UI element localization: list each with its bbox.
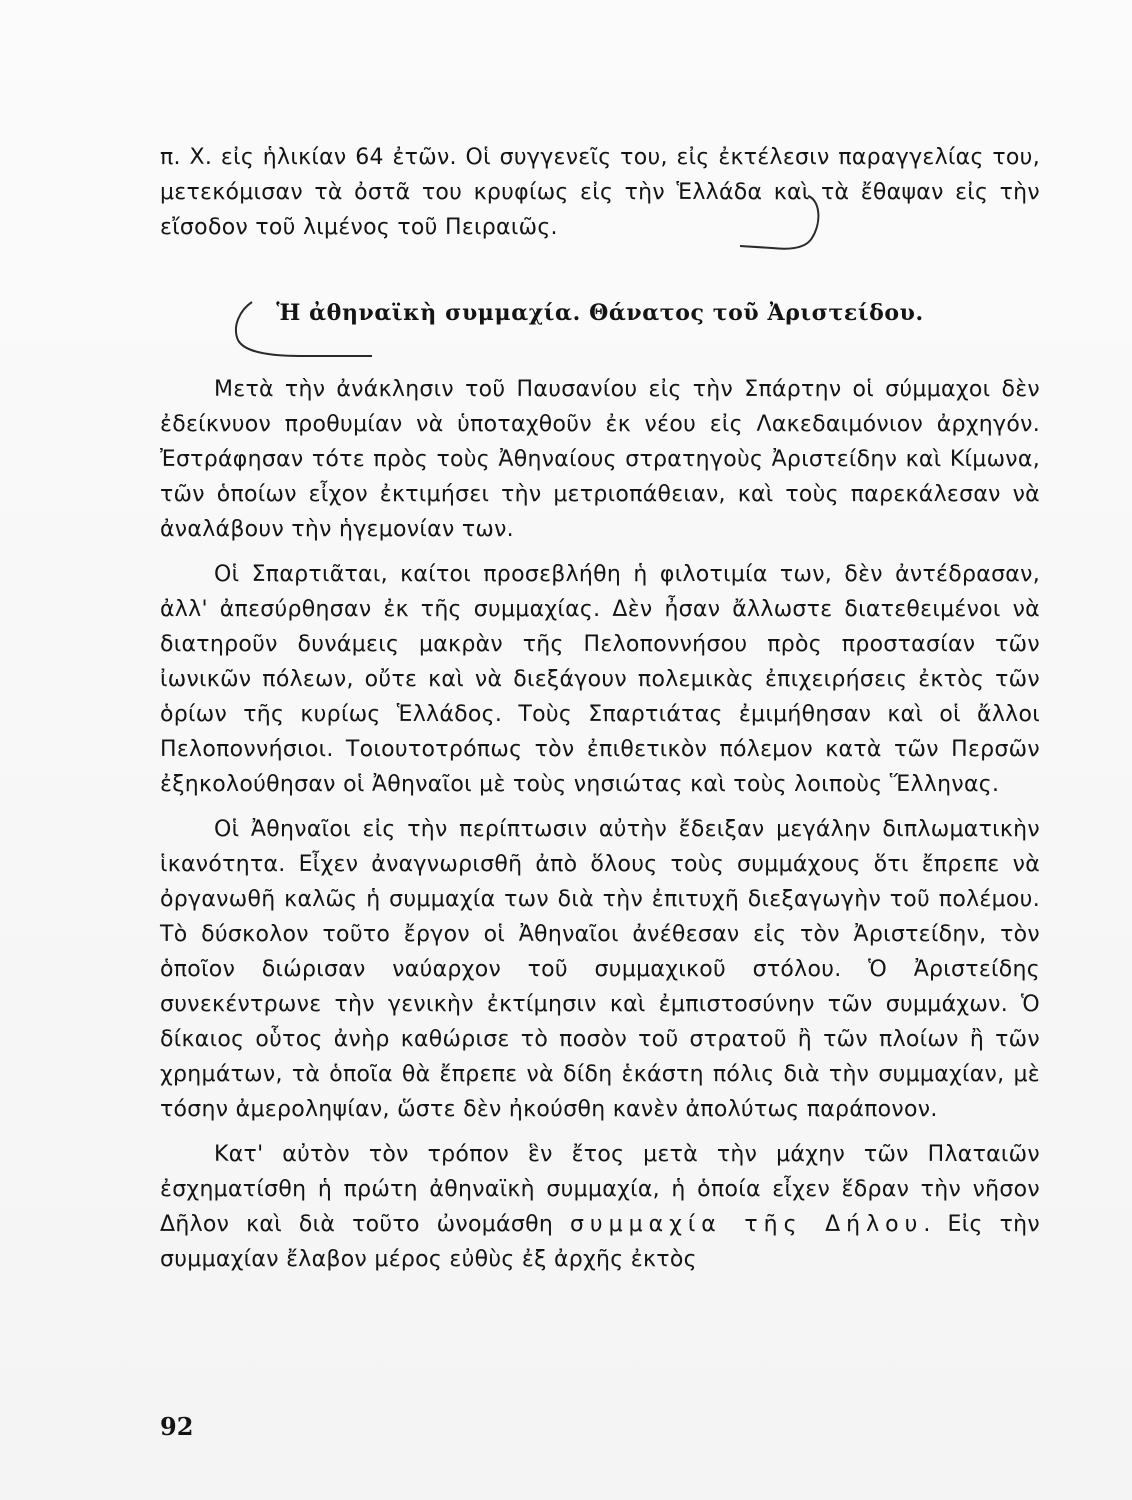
body-text [160,372,1040,1277]
paragraph-1: Μετὰ τὴν ἀνάκλησιν τοῦ Παυσανίου εἰς τὴν Σπάρτην οἱ σύμμαχοι δὲν ἐδείκνυον προθυμίαν νὰ ὑποταχθοῦν ἐκ νέου εἰς Λακεδαιμόνιον ἀρχηγόν. Ἐστράφησαν τότε πρὸς τοὺς Ἀθηναίους στρατηγοὺς Ἀριστείδην καὶ Κίμωνα, τῶν ὁποίων εἶχον ἐκτιμήσει τὴν μετριοπάθειαν, καὶ τοὺς παρεκάλεσαν νὰ ἀναλάβουν τὴν ἡγεμονίαν των. [160,377,1040,542]
paragraph-4-emphasis: συμμαχία τῆς Δήλου [569,1212,924,1237]
paragraph-4 [160,1137,1040,1277]
intro-paragraph [160,140,1040,245]
intro-text: π. Χ. εἰς ἡλικίαν 64 ἐτῶν. Οἱ συγγενεῖς του, εἰς ἐκτέλεσιν παραγγελίας του, μετεκόμισαν τὰ ὀστᾶ του κρυφίως εἰς τὴν Ἑλλάδα καὶ τὰ ἔθαψαν εἰς τὴν εἴσοδον τοῦ λιμένος τοῦ Πειραιῶς. [160,145,1040,240]
page-number: 92 [160,1412,194,1441]
section-heading: Ἡ ἀθηναϊκὴ συμμαχία. Θάνατος τοῦ Ἀριστείδου. [276,300,924,326]
paragraph-3: Οἱ Ἀθηναῖοι εἰς τὴν περίπτωσιν αὐτὴν ἔδειξαν μεγάλην διπλωματικὴν ἱκανότητα. Εἶχεν ἀναγνωρισθῆ ἀπὸ ὅλους τοὺς συμμάχους ὅτι ἔπρεπε νὰ ὀργανωθῆ καλῶς ἡ συμμαχία των διὰ τὴν ἐπιτυχῆ διεξαγωγὴν τοῦ πολέμου. Τὸ δύσκολον τοῦτο ἔργον οἱ Ἀθηναῖοι ἀνέθεσαν εἰς τὸν Ἀριστείδην, τὸν ὁποῖον διώρισαν ναύαρχον τοῦ συμμαχικοῦ στόλου. Ὁ Ἀριστείδης συνεκέντρωνε τὴν γενικὴν ἐκτίμησιν καὶ ἐμπιστοσύνην τῶν συμμάχων. Ὁ δίκαιος οὗτος ἀνὴρ καθώρισε τὸ ποσὸν τοῦ στρατοῦ ἢ τῶν πλοίων ἢ τῶν χρημάτων, τὰ ὁποῖα θὰ ἔπρεπε νὰ δίδη ἑκάστη πόλις διὰ τὴν συμμαχίαν, μὲ τόσην ἀμεροληψίαν, ὥστε δὲν ἠκούσθη κανὲν ἀπολύτως παράπονον. [160,817,1040,1122]
paragraph-4-part1: Κατ' αὐτὸν τὸν τρόπον ἓν ἔτος μετὰ τὴν μάχην τῶν Πλαταιῶν ἐσχηματίσθη ἡ πρώτη ἀθηναϊκὴ συμμαχία, ἡ ὁποία εἶχεν ἕδραν τὴν νῆσον Δῆλον καὶ διὰ τοῦτο ὠνομάσθη [160,1142,1040,1237]
paragraph-2: Οἱ Σπαρτιᾶται, καίτοι προσεβλήθη ἡ φιλοτιμία των, δὲν ἀντέδρασαν, ἀλλ' ἀπεσύρθησαν ἐκ τῆς συμμαχίας. Δὲν ἦσαν ἄλλωστε διατεθειμένοι νὰ διατηροῦν δυνάμεις μακρὰν τῆς Πελοποννήσου πρὸς προστασίαν τῶν ἰωνικῶν πόλεων, οὔτε καὶ νὰ διεξάγουν πολεμικὰς ἐπιχειρήσεις ἐκτὸς τῶν ὁρίων τῆς κυρίως Ἑλλάδος. Τοὺς Σπαρτιάτας ἐμιμήθησαν καὶ οἱ ἄλλοι Πελοποννήσιοι. Τοιουτοτρόπως τὸν ἐπιθετικὸν πόλεμον κατὰ τῶν Περσῶν ἐξηκολούθησαν οἱ Ἀθηναῖοι μὲ τοὺς νησιώτας καὶ τοὺς λοιποὺς Ἕλληνας. [160,562,1040,797]
paragraph-4-part2: . Εἰς τὴν συμμαχίαν ἔλαβον μέρος εὐθὺς ἐξ ἀρχῆς ἐκτὸς [160,1212,1040,1272]
